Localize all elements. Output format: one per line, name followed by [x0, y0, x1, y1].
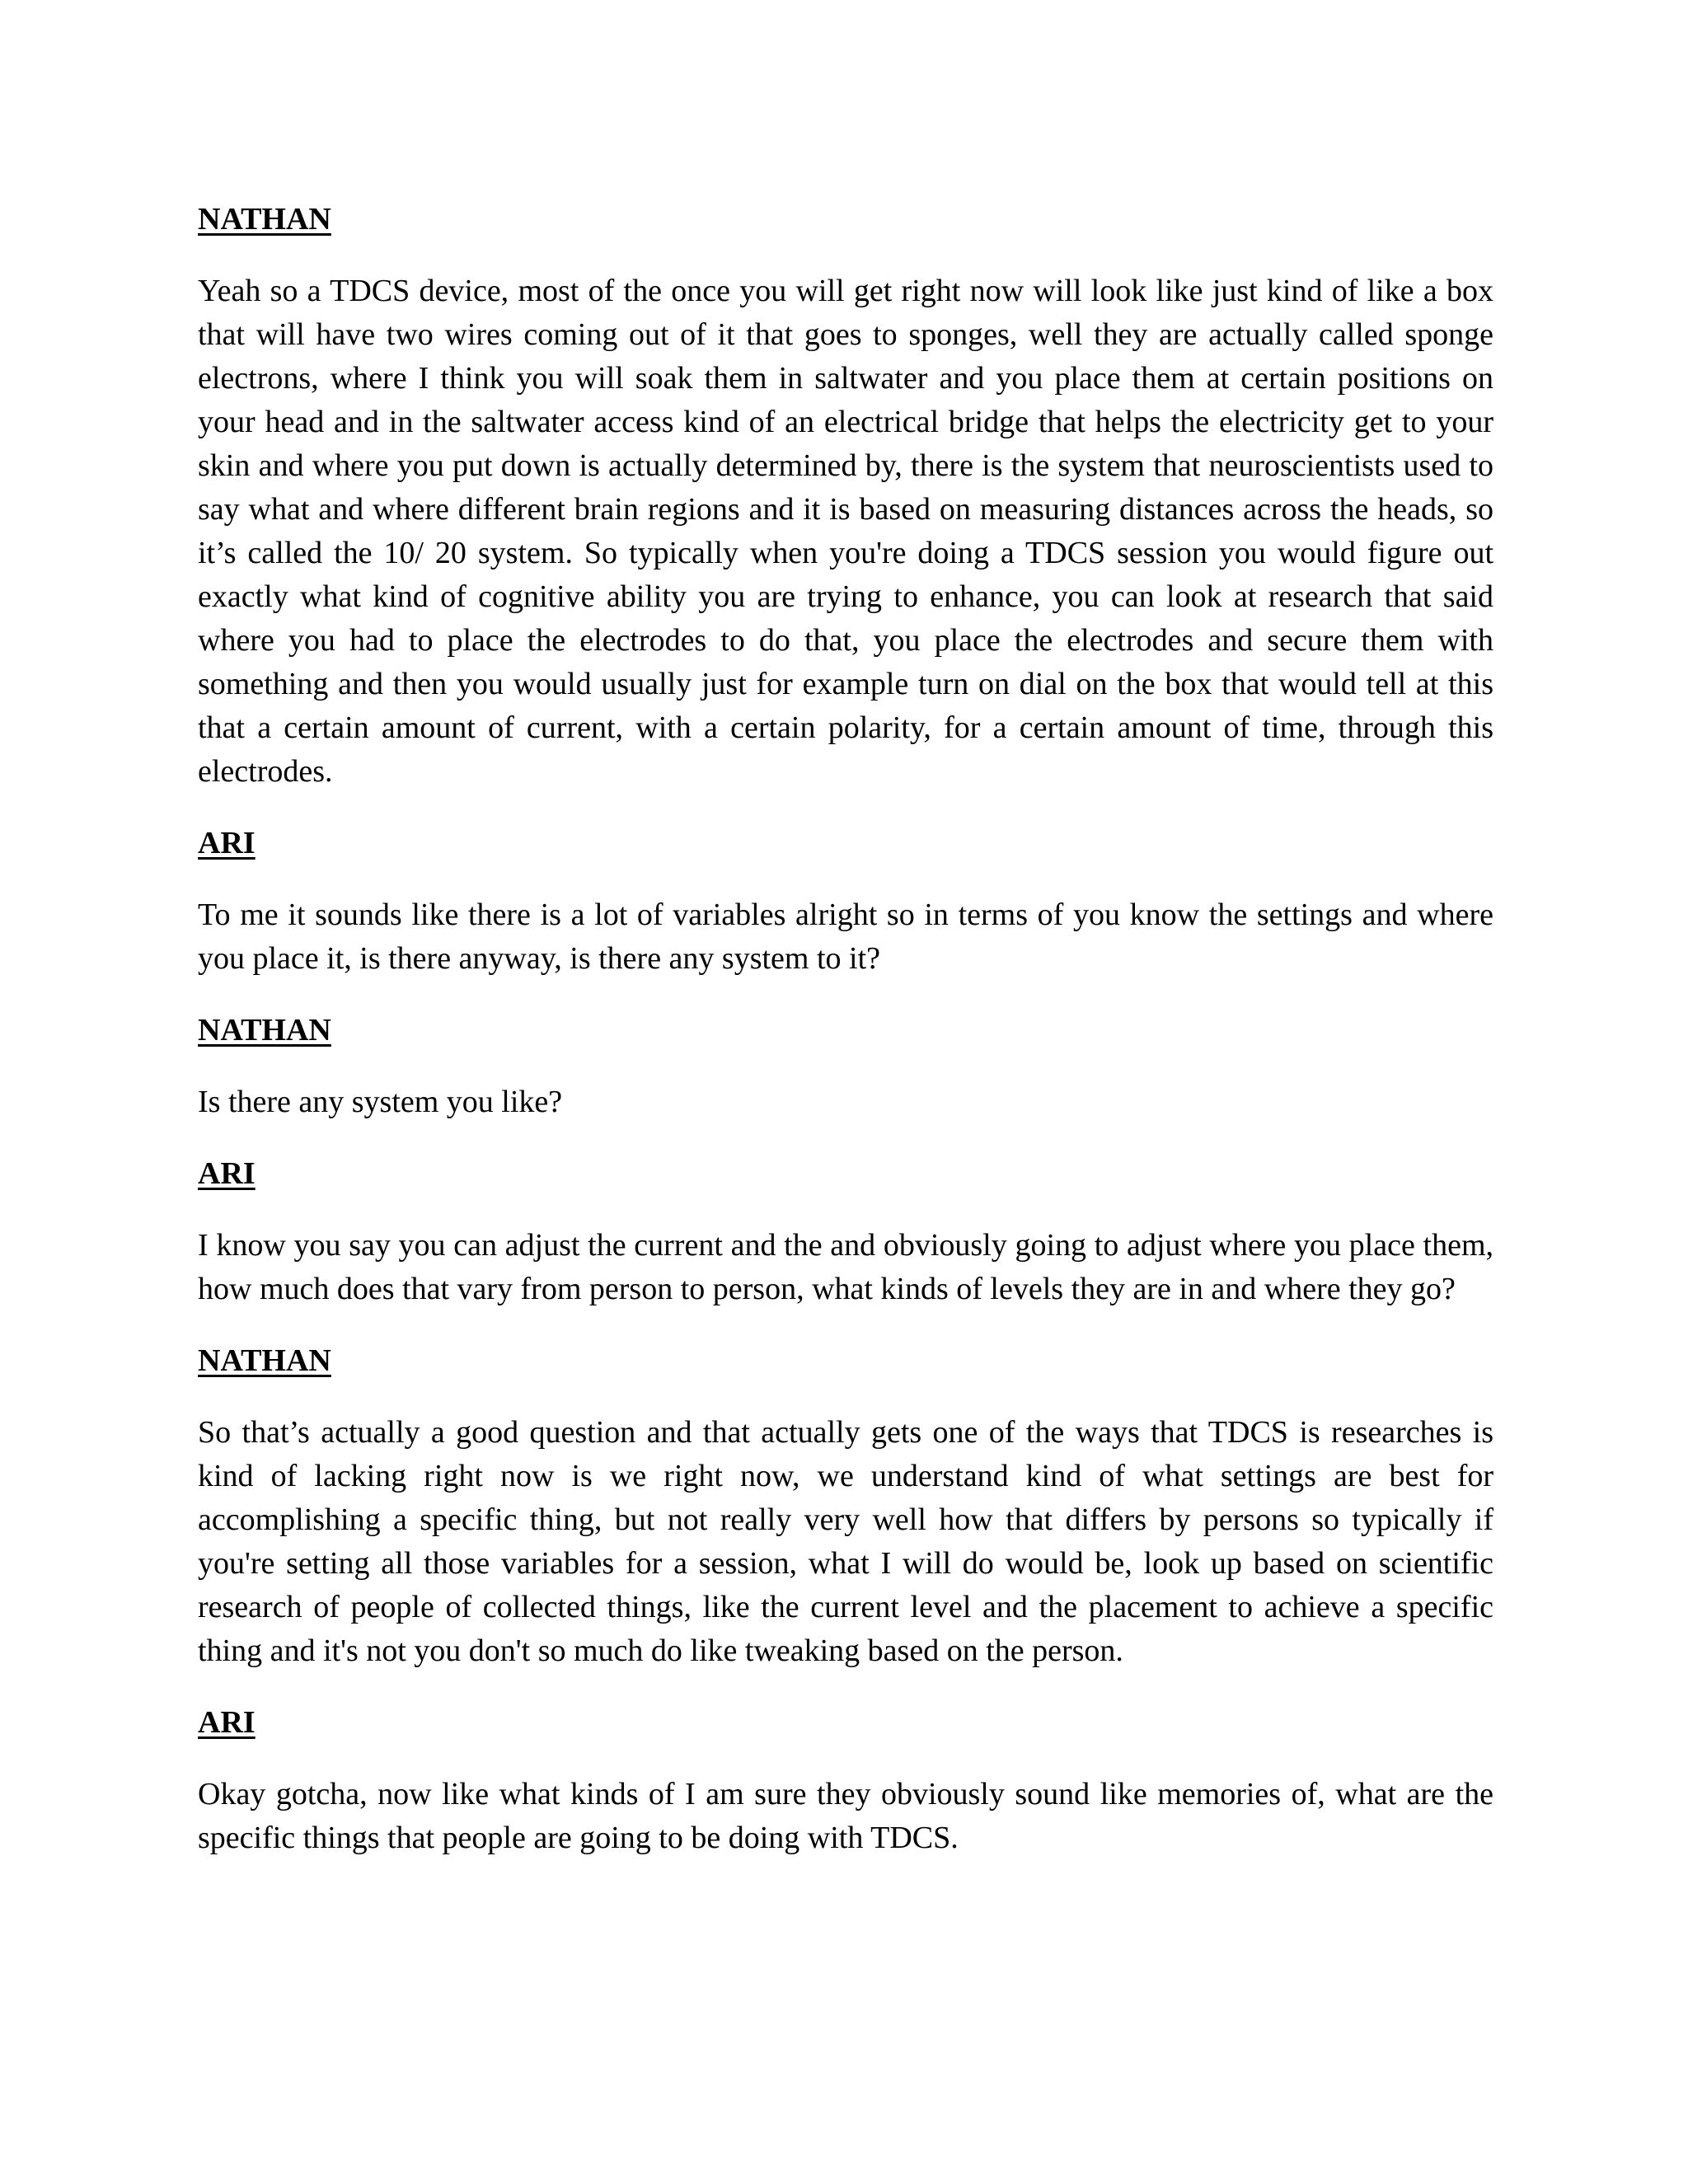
transcript-entry: [198, 198, 1493, 794]
speaker-name: ARI: [198, 826, 256, 860]
speech-text: Is there any system you like?: [198, 1085, 563, 1119]
speaker-name: NATHAN: [198, 1013, 331, 1047]
speaker-name: ARI: [198, 1705, 256, 1740]
speech-text: I know you say you can adjust the current and the and obviously going to adjust where you place them, how much does that vary from person to person, what kinds of levels they are in and where they go?: [198, 1228, 1493, 1306]
speaker-name: NATHAN: [198, 1343, 331, 1378]
speech-text: Yeah so a TDCS device, most of the once you will get right now will look like just kind of like a box that will have two wires coming out of it that goes to sponges, well they are actually called sponge electrons, where I think you will soak them in saltwater and you place them at certain positions on your head and in the saltwater access kind of an electrical bridge that helps the electricity get to your skin and where you put down is actually determined by, there is the system that neuroscientists used to say what and where different brain regions and it is based on measuring distances across the heads, so it’s called the 10/ 20 system. So typically when you're doing a TDCS session you would figure out exactly what kind of cognitive ability you are trying to enhance, you can look at research that said where you had to place the electrodes to do that, you place the electrodes and secure them with something and then you would usually just for example turn on dial on the box that would tell at this that a certain amount of current, with a certain polarity, for a certain amount of time, through this electrodes.: [198, 274, 1493, 789]
transcript-entry: [198, 1339, 1493, 1673]
speech-text: Okay gotcha, now like what kinds of I am sure they obviously sound like memories of, what are the specific things that people are going to be doing with TDCS.: [198, 1777, 1493, 1855]
speaker-name: ARI: [198, 1156, 256, 1191]
speech-text: To me it sounds like there is a lot of variables alright so in terms of you know the settings and where you place it, is there anyway, is there any system to it?: [198, 898, 1493, 976]
speaker-name: NATHAN: [198, 202, 331, 237]
transcript-entry: [198, 822, 1493, 981]
transcript-page: [198, 198, 1493, 1888]
transcript-entry: [198, 1009, 1493, 1124]
transcript-entry: [198, 1152, 1493, 1311]
transcript-entry: [198, 1701, 1493, 1860]
speech-text: So that’s actually a good question and that actually gets one of the ways that TDCS is researches is kind of lacking right now is we right now, we understand kind of what settings are best for accomplishing a specific thing, but not really very well how that differs by persons so typically if you're setting all those variables for a session, what I will do would be, look up based on scientific research of people of collected things, like the current level and the placement to achieve a specific thing and it's not you don't so much do like tweaking based on the person.: [198, 1415, 1493, 1668]
